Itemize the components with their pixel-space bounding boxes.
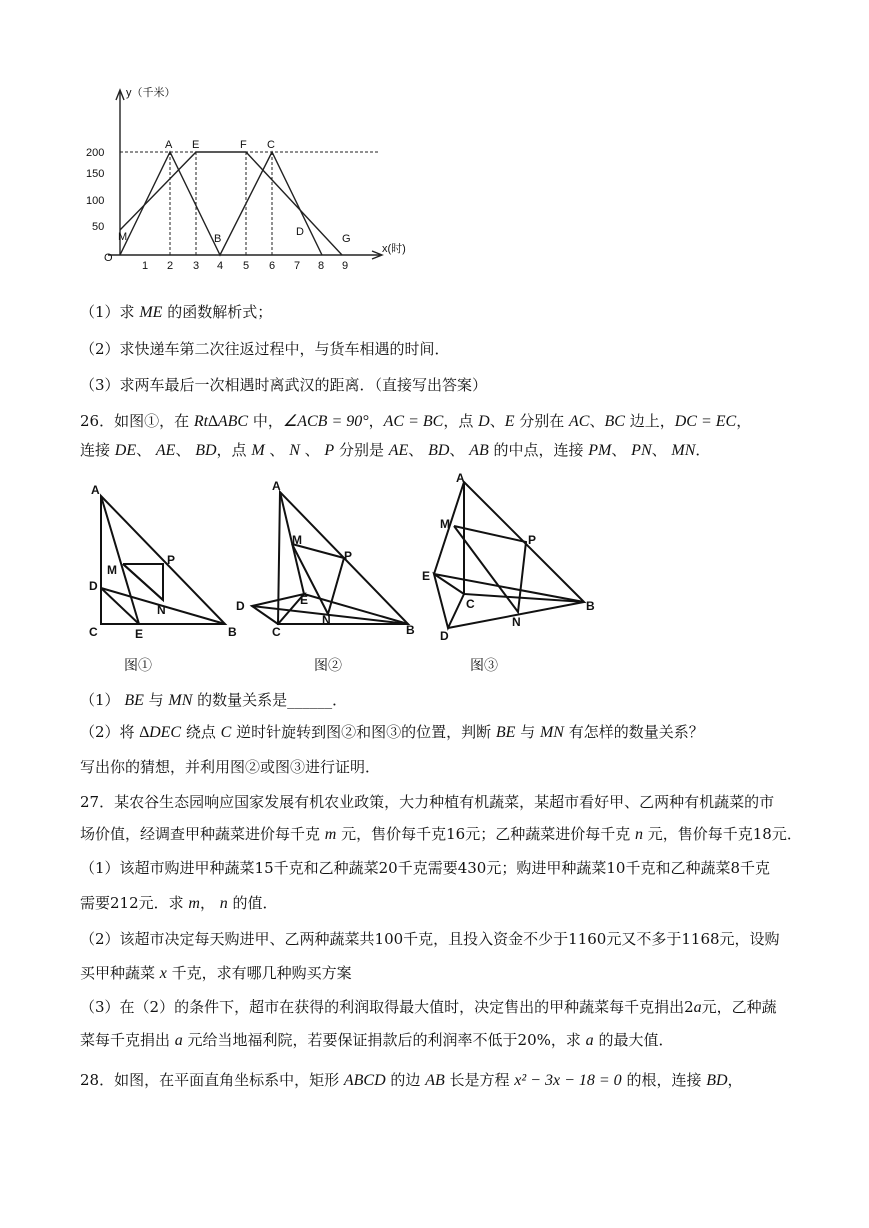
- caption-fig1: 图①: [124, 658, 152, 674]
- svg-text:E: E: [192, 139, 200, 151]
- svg-text:D: D: [296, 226, 304, 238]
- svg-text:4: 4: [217, 260, 224, 272]
- figure-3: [420, 470, 600, 645]
- q27-line7: （3）在（2）的条件下，超市在获得的利润取得最大值时，决定售出的甲种蔬菜每千克捐出2a元，乙种蔬: [80, 998, 777, 1016]
- svg-text:C: C: [272, 625, 281, 639]
- svg-text:G: G: [342, 233, 351, 245]
- svg-text:150: 150: [86, 168, 105, 180]
- svg-text:5: 5: [243, 260, 250, 272]
- svg-text:C: C: [466, 597, 475, 611]
- x-axis-label: x(时): [382, 243, 406, 255]
- q27-line2: 场价值，经调查甲种蔬菜进价每千克 m 元，售价每千克16元；乙种蔬菜进价每千克 n 元，售价每千克18元．: [80, 825, 802, 843]
- svg-text:D: D: [236, 599, 245, 613]
- q26-part2-cont: 写出你的猜想，并利用图②或图③进行证明．: [80, 758, 381, 776]
- svg-text:C: C: [267, 139, 275, 151]
- q26-part1: （1） BE 与 MN 的数量关系是______．: [80, 691, 348, 709]
- q28-line1: 28．如图，在平面直角坐标系中，矩形 ABCD 的边 AB 长是方程 x² − 3x − 18 = 0 的根，连接 BD，: [80, 1071, 743, 1089]
- svg-text:N: N: [322, 613, 331, 627]
- svg-text:E: E: [422, 569, 431, 583]
- svg-text:N: N: [157, 603, 166, 617]
- svg-text:A: A: [165, 139, 173, 151]
- svg-text:B: B: [228, 625, 237, 639]
- svg-text:9: 9: [342, 260, 349, 272]
- svg-text:P: P: [167, 553, 176, 567]
- svg-text:7: 7: [294, 260, 301, 272]
- q25-part3: （3）求两车最后一次相遇时离武汉的距离．（直接写出答案）: [80, 376, 488, 394]
- svg-text:50: 50: [92, 221, 105, 233]
- distance-time-graph: [80, 80, 420, 280]
- q26-line2: 连接 DE、 AE、 BD，点 M 、 N 、 P 分别是 AE、 BD、 AB 的中点，连接 PM、 PN、 MN．: [80, 441, 711, 459]
- q27-line4: 需要212元．求 m， n 的值．: [80, 894, 278, 912]
- svg-text:M: M: [118, 231, 128, 243]
- svg-text:6: 6: [269, 260, 276, 272]
- svg-text:M: M: [107, 563, 117, 577]
- q27-line8: 菜每千克捐出 a 元给当地福利院，若要保证捐款后的利润率不低于20%，求 a 的最大值．: [80, 1031, 674, 1049]
- figure-1: [85, 478, 245, 643]
- svg-text:8: 8: [318, 260, 325, 272]
- svg-text:F: F: [240, 139, 247, 151]
- svg-text:E: E: [300, 593, 309, 607]
- svg-text:A: A: [456, 471, 465, 485]
- q25-part2: （2）求快递车第二次往返过程中，与货车相遇的时间．: [80, 340, 450, 358]
- svg-text:N: N: [512, 615, 521, 629]
- q26-line1: 26．如图①，在 Rt∆ABC 中，∠ACB = 90°，AC = BC，点 D、E 分别在 AC、BC 边上，DC = EC，: [80, 412, 752, 430]
- svg-text:M: M: [440, 517, 450, 531]
- svg-text:B: B: [406, 623, 415, 637]
- svg-text:E: E: [135, 627, 144, 641]
- q27-line6: 买甲种蔬菜 x 千克，求有哪几种购买方案: [80, 964, 352, 982]
- figure-2: [232, 478, 422, 643]
- q25-part1: （1）求 ME 的函数解析式；: [80, 303, 273, 321]
- svg-text:3: 3: [193, 260, 200, 272]
- svg-text:2: 2: [167, 260, 174, 272]
- svg-text:1: 1: [142, 260, 149, 272]
- svg-text:B: B: [586, 599, 595, 613]
- y-axis-label: y（千米）: [126, 87, 176, 99]
- caption-fig3: 图③: [470, 658, 498, 674]
- svg-text:D: D: [89, 579, 98, 593]
- q27-line1: 27．某农谷生态园响应国家发展有机农业政策，大力种植有机蔬菜，某超市看好甲、乙两种有机蔬菜的市: [80, 793, 775, 811]
- svg-text:A: A: [272, 479, 281, 493]
- q27-line5: （2）该超市决定每天购进甲、乙两种蔬菜共100千克，且投入资金不少于1160元又不多于1168元，设购: [80, 930, 780, 948]
- caption-fig2: 图②: [314, 658, 342, 674]
- svg-text:200: 200: [86, 147, 105, 159]
- svg-text:A: A: [91, 483, 100, 497]
- q27-line3: （1）该超市购进甲种蔬菜15千克和乙种蔬菜20千克需要430元；购进甲种蔬菜10千克和乙种蔬菜8千克: [80, 859, 770, 877]
- svg-text:P: P: [344, 549, 353, 563]
- svg-text:D: D: [440, 629, 449, 643]
- svg-text:M: M: [292, 533, 302, 547]
- svg-text:C: C: [89, 625, 98, 639]
- svg-text:P: P: [528, 533, 537, 547]
- origin-label: O: [104, 252, 113, 264]
- svg-text:100: 100: [86, 195, 105, 207]
- q26-part2: （2）将 ∆DEC 绕点 C 逆时针旋转到图②和图③的位置，判断 BE 与 MN 有怎样的数量关系？: [80, 723, 704, 741]
- svg-text:B: B: [214, 233, 222, 245]
